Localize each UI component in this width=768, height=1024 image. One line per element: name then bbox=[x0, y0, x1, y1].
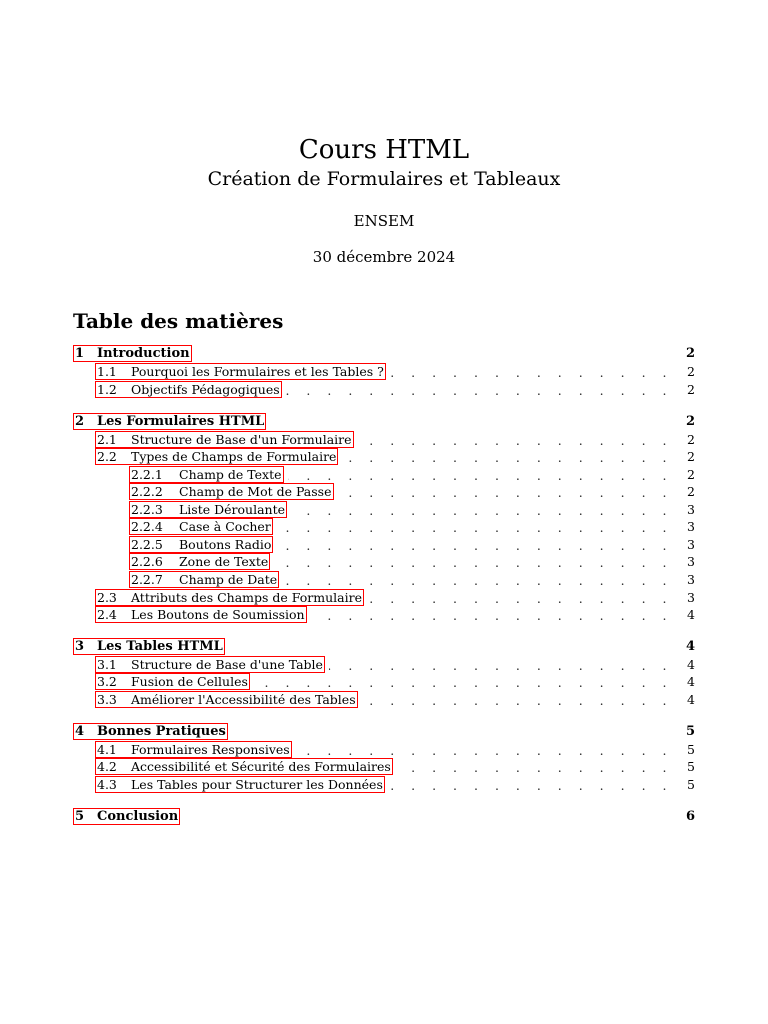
toc-page-number: 2 bbox=[685, 414, 695, 429]
toc-link[interactable] bbox=[73, 638, 225, 655]
toc-page-number: 3 bbox=[687, 502, 695, 517]
toc-page-number: 2 bbox=[685, 346, 695, 361]
toc-entry-number: 4.2 bbox=[97, 758, 117, 774]
toc-link[interactable] bbox=[95, 363, 386, 380]
toc-page-number: 4 bbox=[687, 607, 695, 622]
toc-entry-4-1 bbox=[95, 741, 695, 758]
toc-entry-label: Case à Cocher bbox=[179, 518, 271, 534]
toc-link[interactable] bbox=[129, 501, 287, 518]
toc-entry-number: 2.2.4 bbox=[131, 518, 163, 534]
toc-link[interactable] bbox=[95, 448, 338, 465]
toc-entry-label: Types de Champs de Formulaire bbox=[131, 448, 337, 464]
toc-entry-1 bbox=[73, 345, 695, 362]
toc-entry-label: Améliorer l'Accessibilité des Tables bbox=[131, 691, 356, 707]
toc-entry-label: Champ de Texte bbox=[179, 466, 282, 482]
toc-link[interactable] bbox=[95, 741, 292, 758]
toc-entry-label: Accessibilité et Sécurité des Formulaires bbox=[131, 758, 391, 774]
toc-page-number: 2 bbox=[687, 467, 695, 482]
toc-leader-dots bbox=[342, 450, 673, 465]
toc-leader-dots bbox=[338, 485, 674, 500]
toc-link[interactable] bbox=[129, 466, 284, 483]
document-date: 30 décembre 2024 bbox=[312, 248, 456, 266]
toc-page-number: 2 bbox=[687, 449, 695, 464]
toc-entry-number: 3 bbox=[75, 638, 85, 654]
toc-entry-number: 2.2.6 bbox=[131, 553, 163, 569]
toc-leader-dots bbox=[286, 383, 673, 398]
toc-entry-label: Structure de Base d'une Table bbox=[131, 656, 323, 672]
toc-page-number: 4 bbox=[687, 692, 695, 707]
toc-entry-number: 2.2.1 bbox=[131, 466, 163, 482]
toc-entry-number: 3.2 bbox=[97, 673, 117, 689]
toc-link[interactable] bbox=[95, 431, 354, 448]
toc-entry-2-2-6 bbox=[129, 553, 695, 570]
toc-leader-dots bbox=[288, 468, 673, 483]
toc-entry-number: 2.2.2 bbox=[131, 483, 163, 499]
toc-link[interactable] bbox=[129, 483, 334, 500]
toc-entry-number: 2.3 bbox=[97, 589, 117, 605]
toc-entry-number: 2.2 bbox=[97, 448, 117, 464]
toc-entry-2-2-2 bbox=[129, 483, 695, 500]
toc-link[interactable] bbox=[73, 723, 228, 740]
toc-entry-number: 5 bbox=[75, 808, 85, 824]
toc-entry-label: Champ de Date bbox=[179, 571, 278, 587]
toc-heading: Table des matières bbox=[73, 309, 284, 333]
toc-page-number: 2 bbox=[687, 484, 695, 499]
toc-entry-2-4 bbox=[95, 606, 695, 623]
toc-entry-1-1 bbox=[95, 363, 695, 380]
toc-page-number: 3 bbox=[687, 590, 695, 605]
toc-entry-2-2-3 bbox=[129, 501, 695, 518]
toc-entry-label: Les Boutons de Soumission bbox=[131, 606, 305, 622]
toc-leader-dots bbox=[296, 743, 673, 758]
toc-entry-label: Liste Déroulante bbox=[179, 501, 285, 517]
toc-link[interactable] bbox=[95, 381, 282, 398]
toc-page-number: 3 bbox=[687, 537, 695, 552]
toc-link[interactable] bbox=[95, 691, 358, 708]
toc-page-number: 6 bbox=[685, 809, 695, 824]
toc-entry-label: Les Formulaires HTML bbox=[97, 413, 265, 429]
toc-entry-2-3 bbox=[95, 589, 695, 606]
toc-entry-number: 2.2.3 bbox=[131, 501, 163, 517]
toc-leader-dots bbox=[329, 658, 673, 673]
toc-entry-4-2 bbox=[95, 758, 695, 775]
toc-page-number: 4 bbox=[687, 657, 695, 672]
toc-page-number: 2 bbox=[687, 382, 695, 397]
document-subtitle: Création de Formulaires et Tableaux bbox=[207, 168, 561, 190]
toc-entry-2-1 bbox=[95, 431, 695, 448]
toc-leader-dots bbox=[368, 591, 673, 606]
toc-link[interactable] bbox=[129, 518, 273, 535]
toc-leader-dots bbox=[389, 778, 673, 793]
toc-page-number: 5 bbox=[685, 724, 695, 739]
toc-page-number: 2 bbox=[687, 364, 695, 379]
toc-page-number: 3 bbox=[687, 554, 695, 569]
document-title: Cours HTML bbox=[298, 135, 470, 165]
toc-entry-label: Objectifs Pédagogiques bbox=[131, 381, 280, 397]
toc-page-number: 4 bbox=[687, 674, 695, 689]
toc-entry-label: Zone de Texte bbox=[179, 553, 269, 569]
toc-entry-3-2 bbox=[95, 673, 695, 690]
toc-entry-label: Conclusion bbox=[97, 808, 179, 824]
toc-entry-label: Boutons Radio bbox=[179, 536, 272, 552]
toc-entry-4 bbox=[73, 723, 695, 740]
toc-page-number: 3 bbox=[687, 519, 695, 534]
toc-entry-4-3 bbox=[95, 776, 695, 793]
toc-leader-dots bbox=[358, 433, 673, 448]
toc-entry-2-2 bbox=[95, 448, 695, 465]
toc-entry-number: 3.3 bbox=[97, 691, 117, 707]
toc-entry-number: 1.1 bbox=[97, 363, 117, 379]
toc-entry-2-2-5 bbox=[129, 536, 695, 553]
toc-leader-dots bbox=[311, 608, 673, 623]
document-author: ENSEM bbox=[353, 212, 415, 230]
toc-link[interactable] bbox=[73, 413, 266, 430]
toc-entry-label: Les Tables pour Structurer les Données bbox=[131, 776, 383, 792]
toc-leader-dots bbox=[283, 573, 673, 588]
toc-leader-dots bbox=[291, 503, 673, 518]
toc-entry-number: 2 bbox=[75, 413, 85, 429]
toc-leader-dots bbox=[362, 693, 673, 708]
toc-entry-1-2 bbox=[95, 381, 695, 398]
toc-entry-3 bbox=[73, 638, 695, 655]
toc-entry-2 bbox=[73, 413, 695, 430]
toc-leader-dots bbox=[274, 555, 673, 570]
toc-entry-2-2-4 bbox=[129, 518, 695, 535]
toc-entry-2-2-1 bbox=[129, 466, 695, 483]
toc-entry-number: 3.1 bbox=[97, 656, 117, 672]
toc-leader-dots bbox=[397, 760, 673, 775]
toc-entry-label: Attributs des Champs de Formulaire bbox=[131, 589, 362, 605]
toc-page-number: 2 bbox=[687, 432, 695, 447]
toc-page-number: 5 bbox=[687, 759, 695, 774]
toc-link[interactable] bbox=[129, 536, 273, 553]
toc-entry-3-3 bbox=[95, 691, 695, 708]
toc-page-number: 3 bbox=[687, 572, 695, 587]
toc-link[interactable] bbox=[95, 606, 307, 623]
toc-entry-label: Structure de Base d'un Formulaire bbox=[131, 431, 352, 447]
toc-link[interactable] bbox=[95, 673, 250, 690]
toc-leader-dots bbox=[254, 675, 673, 690]
toc-entry-3-1 bbox=[95, 656, 695, 673]
toc-link[interactable] bbox=[73, 808, 180, 825]
toc-entry-label: Introduction bbox=[97, 345, 190, 361]
toc-entry-2-2-7 bbox=[129, 571, 695, 588]
toc-entry-label: Les Tables HTML bbox=[97, 638, 223, 654]
toc-entry-number: 2.1 bbox=[97, 431, 117, 447]
toc-page-number: 4 bbox=[685, 639, 695, 654]
toc-link[interactable] bbox=[95, 589, 364, 606]
toc-entry-number: 4.1 bbox=[97, 741, 117, 757]
toc-entry-label: Champ de Mot de Passe bbox=[179, 483, 332, 499]
toc-entry-label: Bonnes Pratiques bbox=[97, 723, 226, 739]
toc-link[interactable] bbox=[73, 345, 192, 362]
toc-page-number: 5 bbox=[687, 777, 695, 792]
toc-leader-dots bbox=[277, 538, 673, 553]
toc-link[interactable] bbox=[129, 571, 279, 588]
toc-entry-number: 4.3 bbox=[97, 776, 117, 792]
toc-entry-number: 2.2.5 bbox=[131, 536, 163, 552]
toc-entry-label: Fusion de Cellules bbox=[131, 673, 248, 689]
toc-entry-number: 1.2 bbox=[97, 381, 117, 397]
toc-entry-number: 2.2.7 bbox=[131, 571, 163, 587]
toc-entry-5 bbox=[73, 808, 695, 825]
toc-link[interactable] bbox=[95, 776, 385, 793]
toc-link[interactable] bbox=[95, 758, 393, 775]
toc-link[interactable] bbox=[95, 656, 325, 673]
toc-entry-number: 2.4 bbox=[97, 606, 117, 622]
toc-leader-dots bbox=[390, 365, 673, 380]
toc-entry-number: 1 bbox=[75, 345, 85, 361]
toc-entry-number: 4 bbox=[75, 723, 85, 739]
toc-leader-dots bbox=[277, 520, 673, 535]
toc-entry-label: Pourquoi les Formulaires et les Tables ? bbox=[131, 363, 384, 379]
toc-link[interactable] bbox=[129, 553, 270, 570]
toc-entry-label: Formulaires Responsives bbox=[131, 741, 290, 757]
toc-page-number: 5 bbox=[687, 742, 695, 757]
